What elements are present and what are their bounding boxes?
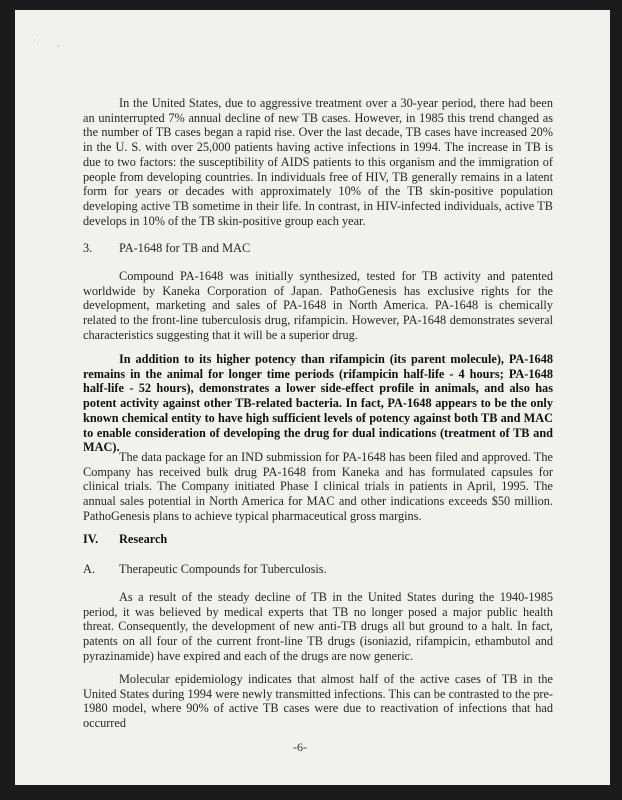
paragraph-potency: In addition to its higher potency than rifampicin (its parent molecule), PA-1648 remains in the animal for longer time periods (rifampicin half-life - 4 hours; PA-1648 half-life - 52 hours), demonstrates a lower side-effect profile in animals, and also has potent activity against other TB-related bacteria. In fact, PA-1648 appears to be the only known chemical entity to have high sufficient levels of potency against both TB and MAC to enable consideration of developing the drug for dual indications (treatment of TB and MAC).: [83, 352, 553, 455]
section-3-title: PA-1648 for TB and MAC: [119, 241, 251, 255]
paragraph-decline: As a result of the steady decline of TB in the United States during the 1940-1985 period, it was believed by medical experts that TB no longer posed a major public health threat. Consequently, the development of new anti-TB drugs all but ground to a halt. In fact, patents on all four of the current front-line TB drugs (isoniazid, rifampicin, ethambutol and pyrazinamide) have expired and each of the drugs are now generic.: [83, 590, 553, 663]
paragraph-ind: The data package for an IND submission for PA-1648 has been filed and approved. The Company has received bulk drug PA-1648 from Kaneka and has formulated capsules for clinical trials. The Company initiated Phase I clinical trials in patients in April, 1995. The annual sales potential in North America for MAC and other indications exceeds $50 million. PathoGenesis plans to achieve typical pharmaceutical gross margins.: [83, 450, 553, 523]
section-4-title: Research: [119, 532, 168, 546]
paragraph-tb-trend: In the United States, due to aggressive treatment over a 30-year period, there had been an uninterrupted 7% annual decline of new TB cases. However, in 1985 this trend changed as the number of TB cases began a rapid rise. Over the last decade, TB cases have increased 20% in the U. S. with over 25,000 patients having active infections in 1994. The increase in TB is due to two factors: the susceptibility of AIDS patients to this organism and the immigration of people from developing countries. In individuals free of HIV, TB generally remains in a latent form for years or decades with approximately 10% of the TB skin-positive population developing active TB sometime in their life. In contrast, in HIV-infected individuals, active TB develops in 10% of the TB skin-positive group each year.: [83, 96, 553, 228]
subsection-a-letter: A.: [83, 562, 95, 576]
subsection-a-title: Therapeutic Compounds for Tuberculosis.: [119, 562, 327, 576]
scan-speck: ˙: [33, 38, 36, 47]
paragraph-compound: Compound PA-1648 was initially synthesized, tested for TB activity and patented worldwide by Kaneka Corporation of Japan. PathoGenesis has exclusive rights for the development, marketing and sales of PA-1648 in North America. PA-1648 is chemically related to the front-line tuberculosis drug, rifampicin. However, PA-1648 demonstrates several characteristics suggesting that it will be a superior drug.: [83, 269, 553, 342]
scan-speck: ·: [57, 42, 60, 51]
paragraph-epidemiology: Molecular epidemiology indicates that almost half of the active cases of TB in the United States during 1994 were newly transmitted infections. This can be contrasted to the pre-1980 model, where 90% of active TB cases were due to reactivation of infections that had occurred: [83, 672, 553, 731]
section-4-number: IV.: [83, 532, 99, 546]
document-page: [15, 10, 610, 785]
section-3-number: 3.: [83, 241, 93, 255]
page-number: -6-: [293, 740, 307, 754]
